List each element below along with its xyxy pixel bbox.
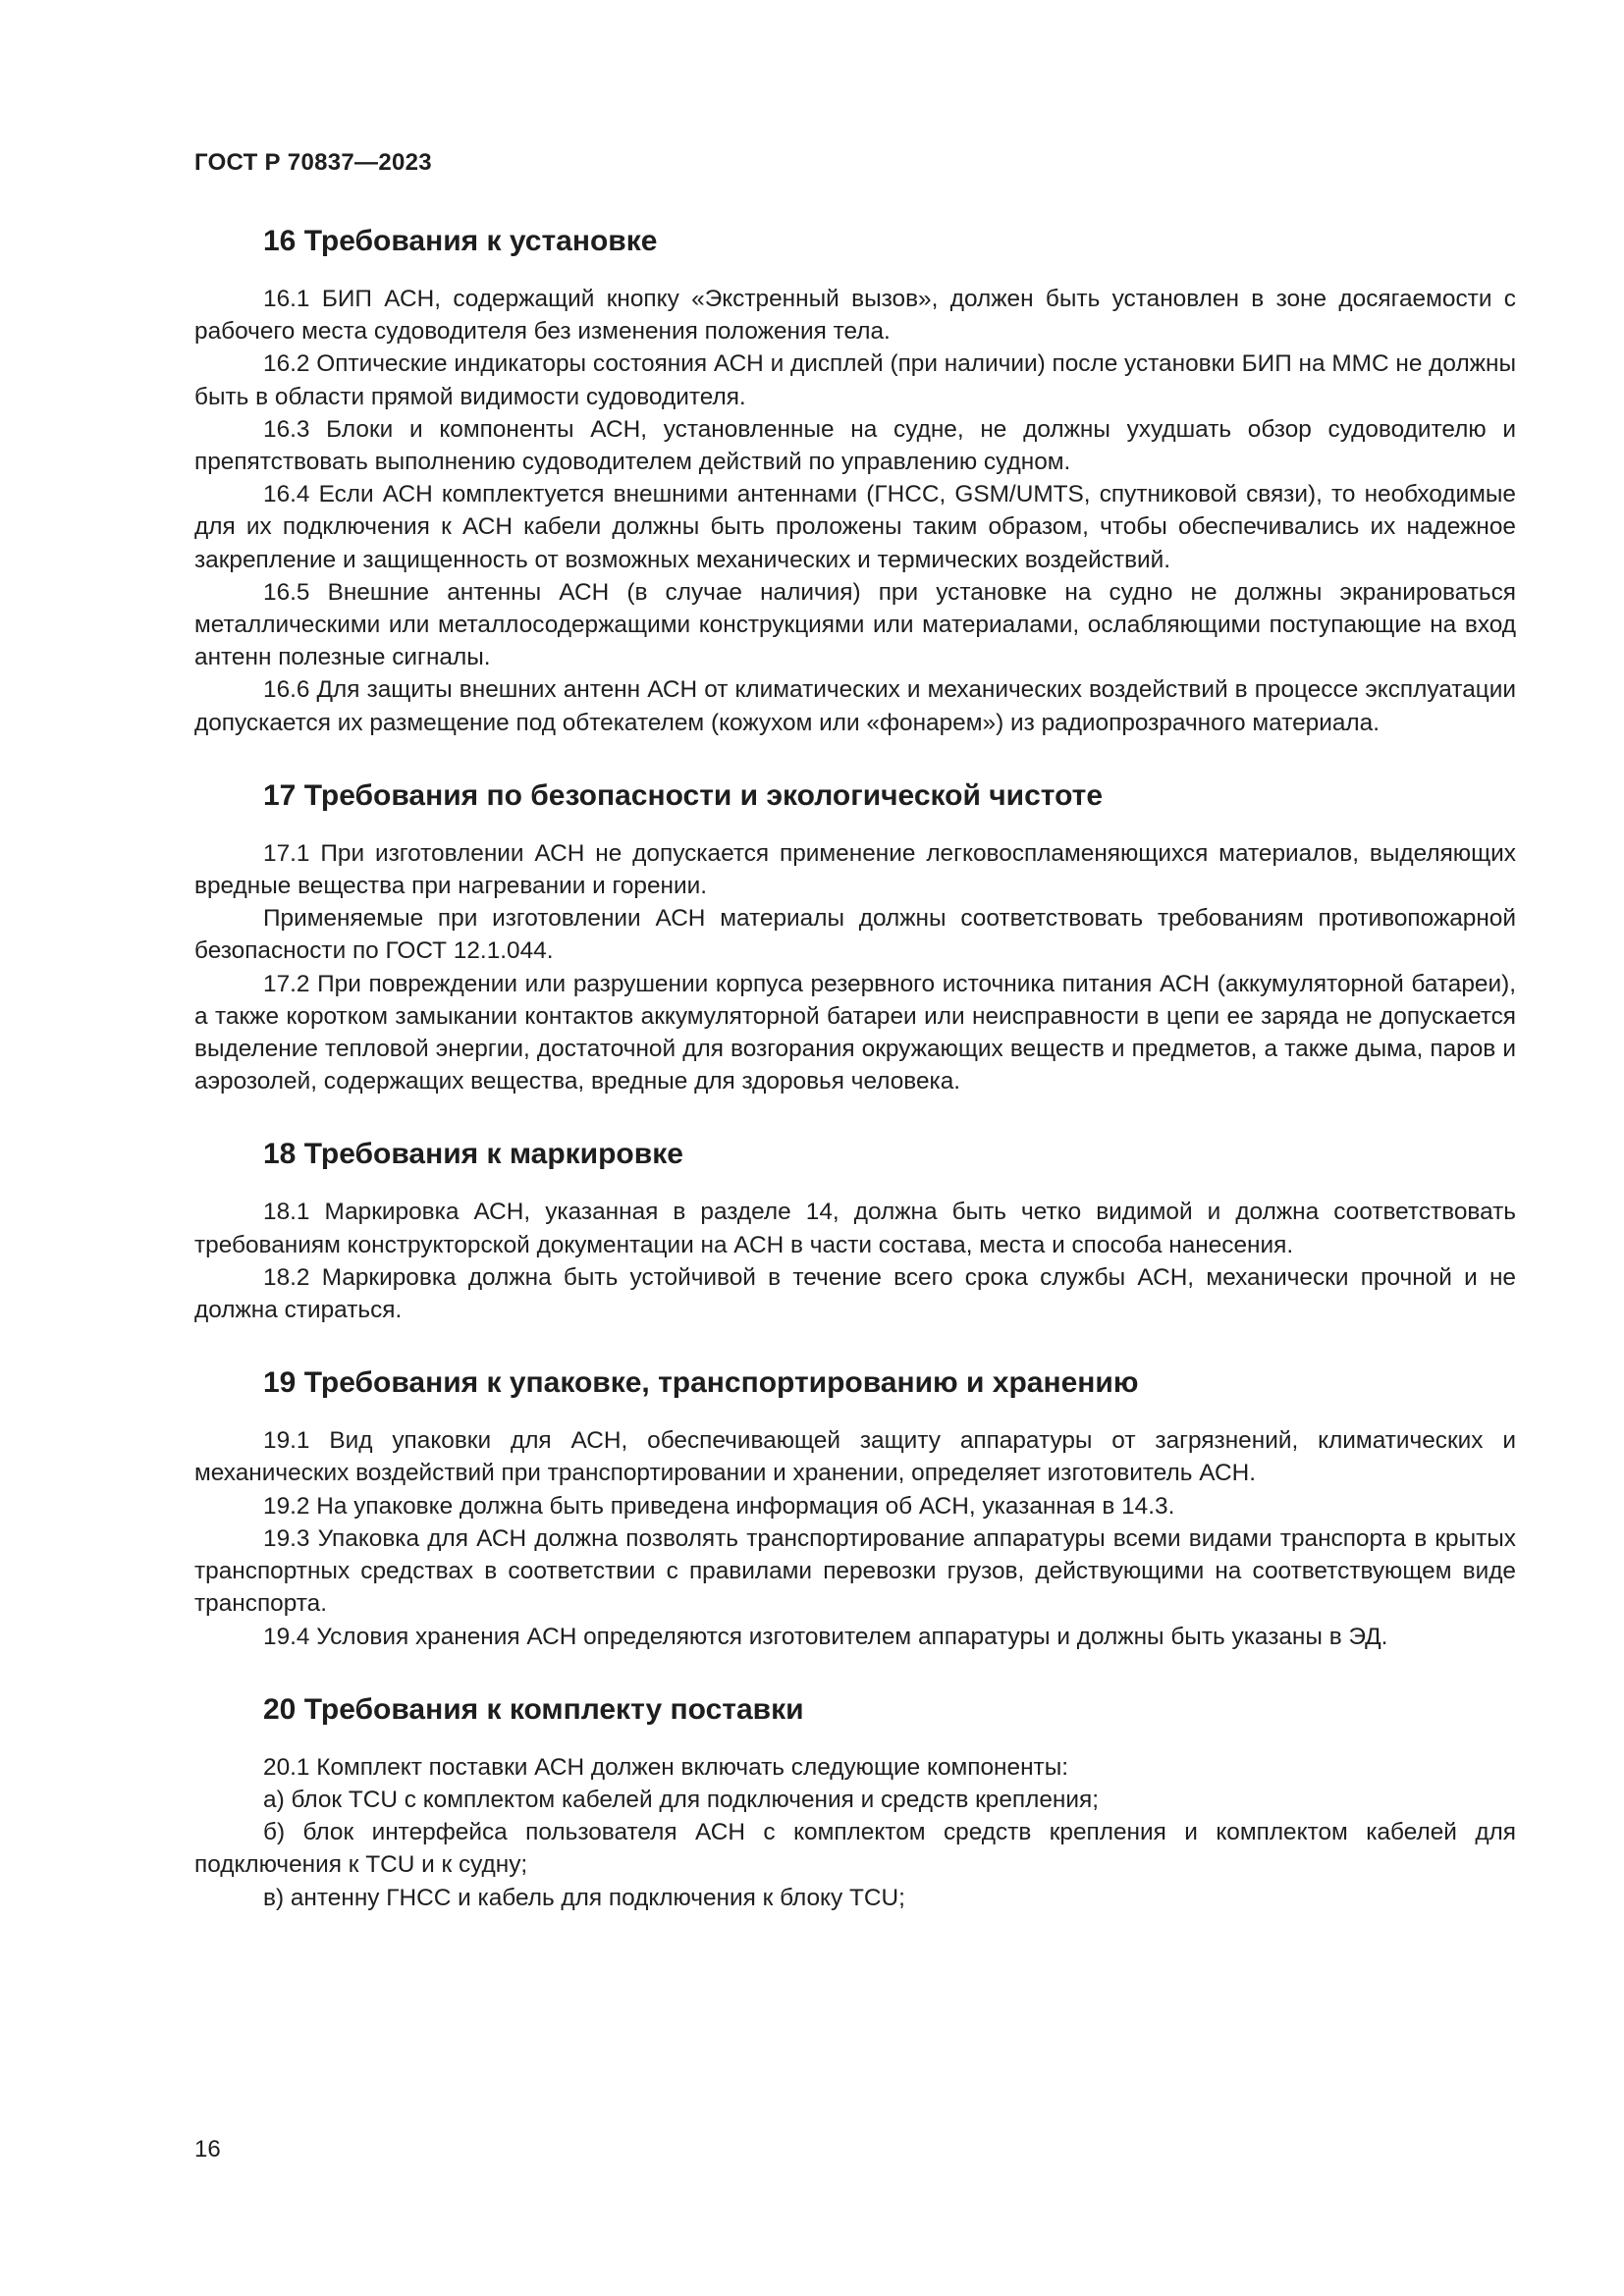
paragraph: 18.1 Маркировка АСН, указанная в разделе 14, должна быть четко видимой и должна соответствовать требованиям конструкторской документации на АСН в части состава, места и способа нанесения. (194, 1199, 1516, 1258)
page-number: 16 (194, 2136, 221, 2163)
list-item: а) блок TCU с комплектом кабелей для подключения и средств крепления; (263, 1786, 1099, 1813)
paragraph: 17.1 При изготовлении АСН не допускается применение легковоспламеняющихся материалов, выделяющих вредные вещества при нагревании и горении. (194, 839, 1516, 900)
document-code-header: ГОСТ Р 70837—2023 (194, 149, 432, 176)
paragraph: 19.3 Упаковка для АСН должна позволять транспортирование аппаратуры всеми видами транспорта в крытых транспортных средствах в соответствии с правилами перевозки грузов, действующими на соответствующем виде транспорта. (194, 1524, 1516, 1618)
paragraph: 18.2 Маркировка должна быть устойчивой в течение всего срока службы АСН, механически прочной и не должна стираться. (194, 1263, 1516, 1324)
section-18 (194, 1135, 1516, 1326)
section-title: 19 Требования к упаковке, транспортированию и хранению (263, 1366, 1139, 1400)
section-16 (194, 222, 1516, 739)
paragraph: 16.4 Если АСН комплектуется внешними антеннами (ГНСС, GSM/UMTS, спутниковой связи), то необходимые для их подключения к АСН кабели должны быть проложены таким образом, чтобы обеспечивались их надежное закрепление и защищенность от возможных механических и термических воздействий. (194, 481, 1516, 573)
section-20 (194, 1690, 1516, 1914)
list-item: в) антенну ГНСС и кабель для подключения к блоку TCU; (263, 1884, 905, 1911)
paragraph: Применяемые при изготовлении АСН материалы должны соответствовать требованиям противопожарной безопасности по ГОСТ 12.1.044. (194, 905, 1516, 965)
list-item: б) блок интерфейса пользователя АСН с комплектом средств крепления и комплектом кабелей для подключения к TCU и к судну; (194, 1819, 1516, 1879)
section-title: 18 Требования к маркировке (263, 1138, 683, 1171)
paragraph: 19.4 Условия хранения АСН определяются изготовителем аппаратуры и должны быть указаны в ЭД. (263, 1623, 1388, 1650)
paragraph: 17.2 При повреждении или разрушении корпуса резервного источника питания АСН (аккумуляторной батареи), а также коротком замыкании контактов аккумуляторной батареи или неисправности в цепи ее заряда не допускается выделение тепловой энергии, достаточной для возгорания окружающих веществ и предметов, а также дыма, паров и аэрозолей, содержащих вещества, вредные для здоровья человека. (194, 970, 1516, 1095)
document-body (194, 222, 1516, 1951)
paragraph: 16.5 Внешние антенны АСН (в случае наличия) при установке на судно не должны экранироваться металлическими или металлосодержащими конструкциями или материалами, ослабляющими поступающие на вход антенн полезные сигналы. (194, 578, 1516, 671)
paragraph: 20.1 Комплект поставки АСН должен включать следующие компоненты: (263, 1753, 1069, 1781)
section-19 (194, 1363, 1516, 1652)
paragraph: 16.6 Для защиты внешних антенн АСН от климатических и механических воздействий в процессе эксплуатации допускается их размещение под обтекателем (кожухом или «фонарем») из радиопрозрачного материала. (194, 676, 1516, 736)
section-title: 17 Требования по безопасности и экологической чистоте (263, 778, 1104, 812)
paragraph: 16.2 Оптические индикаторы состояния АСН и дисплей (при наличии) после установки БИП на ММС не должны быть в области прямой видимости судоводителя. (194, 350, 1516, 410)
section-title: 20 Требования к комплекту поставки (263, 1692, 804, 1726)
paragraph: 19.1 Вид упаковки для АСН, обеспечивающей защиту аппаратуры от загрязнений, климатических и механических воздействий при транспортировании и хранении, определяет изготовитель АСН. (194, 1427, 1516, 1487)
paragraph: 16.3 Блоки и компоненты АСН, установленные на судне, не должны ухудшать обзор судоводителю и препятствовать выполнению судоводителем действий по управлению судном. (194, 415, 1516, 476)
section-17 (194, 776, 1516, 1098)
section-title: 16 Требования к установке (263, 225, 658, 257)
paragraph: 16.1 БИП АСН, содержащий кнопку «Экстренный вызов», должен быть установлен в зоне досягаемости с рабочего места судоводителя без изменения положения тела. (194, 286, 1516, 346)
paragraph: 19.2 На упаковке должна быть приведена информация об АСН, указанная в 14.3. (263, 1492, 1175, 1520)
